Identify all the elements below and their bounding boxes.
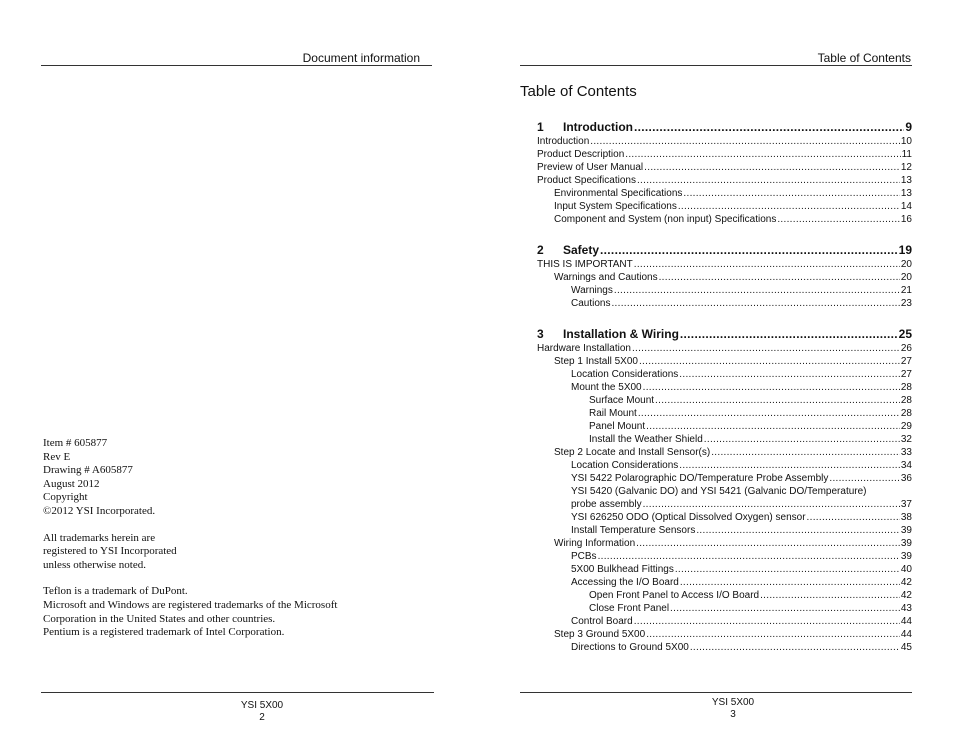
toc-entry-title: THIS IS IMPORTANT: [537, 259, 633, 270]
toc-page-number: 34: [900, 460, 912, 471]
toc-entry-title: Surface Mount: [589, 395, 655, 406]
toc-entry-title: YSI 5420 (Galvanic DO) and YSI 5421 (Galvanic DO/Temperature): [571, 486, 867, 497]
left-footer-product: YSI 5X00: [240, 700, 284, 711]
toc-page-number: 42: [900, 577, 912, 588]
toc-leader: [679, 459, 900, 472]
toc-page-number: 12: [900, 162, 912, 173]
toc-leader: [634, 119, 904, 135]
toc-entry[interactable]: [537, 381, 912, 394]
toc-entry-title: Directions to Ground 5X00: [571, 642, 689, 653]
right-header-rule: [520, 65, 912, 66]
toc-entry[interactable]: [537, 271, 912, 284]
toc-page-number: 39: [900, 525, 912, 536]
toc-entry[interactable]: [537, 641, 912, 654]
toc-leader: [670, 602, 900, 615]
toc-page-number: 27: [900, 369, 912, 380]
toc-page-number: 37: [900, 499, 912, 510]
toc-entry-title: Step 3 Ground 5X00: [554, 629, 646, 640]
toc-page-number: 39: [900, 538, 912, 549]
toc-entry-title: Step 1 Install 5X00: [554, 356, 638, 367]
toc-leader: [643, 498, 900, 511]
toc-entry[interactable]: [537, 524, 912, 537]
toc-entry-title: Cautions: [571, 298, 611, 309]
toc-chapter-label: Introduction: [563, 120, 633, 134]
toc-page-number: 14: [900, 201, 912, 212]
toc-entry-title: Install the Weather Shield: [589, 434, 703, 445]
imprint-line: Copyright: [43, 491, 88, 504]
toc-page-number: 20: [900, 272, 912, 283]
toc-entry[interactable]: [537, 537, 912, 550]
toc-entry[interactable]: [537, 297, 912, 310]
right-footer-rule: [520, 692, 912, 693]
toc-entry-title: Mount the 5X00: [571, 382, 642, 393]
toc-leader: [696, 524, 900, 537]
right-running-header: Table of Contents: [817, 51, 911, 65]
toc-leader: [704, 433, 900, 446]
toc-entry-title: Location Considerations: [571, 460, 679, 471]
toc-page-number: 43: [900, 603, 912, 614]
toc-entry-title: probe assembly: [571, 499, 642, 510]
toc-leader: [625, 148, 900, 161]
toc-entry-title: Preview of User Manual: [537, 162, 644, 173]
toc-leader: [829, 472, 900, 485]
toc-page-number: 44: [900, 629, 912, 640]
toc-entry-title: Component and System (non input) Specifications: [554, 214, 777, 225]
toc-chapter[interactable]: [537, 119, 912, 135]
toc-entry-title: YSI 5422 Polarographic DO/Temperature Probe Assembly: [571, 473, 829, 484]
imprint-line: registered to YSI Incorporated: [43, 545, 177, 558]
toc-entry[interactable]: [537, 394, 912, 407]
imprint-line: Item # 605877: [43, 437, 108, 449]
toc-entry[interactable]: [537, 148, 912, 161]
imprint-line: Teflon is a trademark of DuPont.: [43, 585, 188, 598]
toc-leader: [634, 258, 900, 271]
toc-leader: [777, 213, 900, 226]
toc-entry-title: Product Specifications: [537, 175, 636, 186]
toc-entry-title: Introduction: [537, 136, 590, 147]
toc-entry-title: Open Front Panel to Access I/O Board: [589, 590, 760, 601]
toc-chapter-number: 2: [537, 243, 544, 257]
toc-entry-title: Accessing the I/O Board: [571, 577, 679, 588]
toc-leader: [598, 550, 900, 563]
toc-page-number: 25: [898, 327, 912, 341]
toc-chapter-title: [537, 119, 633, 135]
toc-page-number: 29: [900, 421, 912, 432]
toc-entry-title: 5X00 Bulkhead Fittings: [571, 564, 674, 575]
left-page-number: 2: [259, 712, 265, 723]
toc-leader: [646, 628, 900, 641]
toc-entry-title: Control Board: [571, 616, 633, 627]
imprint-gap: [43, 519, 337, 532]
toc-page-number: 45: [900, 642, 912, 653]
toc-page-number: 9: [905, 120, 912, 134]
imprint-line: unless otherwise noted.: [43, 558, 146, 571]
toc-leader: [680, 326, 898, 342]
toc-page-number: 28: [900, 395, 912, 406]
toc-page-number: 20: [900, 259, 912, 270]
toc-chapter[interactable]: [537, 242, 912, 258]
toc-chapter[interactable]: [537, 326, 912, 342]
toc-page-number: 27: [900, 356, 912, 367]
toc-entry[interactable]: [537, 472, 912, 485]
toc-leader: [679, 368, 900, 381]
toc-leader: [614, 284, 900, 297]
toc-entry-title: Hardware Installation: [537, 343, 631, 354]
imprint-line: Corporation in the United States and other countries.: [43, 612, 276, 625]
toc-entry[interactable]: [537, 187, 912, 200]
right-page-number: 3: [730, 709, 736, 720]
toc-page-number: 33: [900, 447, 912, 458]
toc-entry[interactable]: [537, 258, 912, 271]
imprint-line: August 2012: [43, 477, 100, 490]
toc-page-number: 39: [900, 551, 912, 562]
toc-entry[interactable]: [537, 355, 912, 368]
toc-page-number: 13: [900, 175, 912, 186]
imprint-line: Pentium is a registered trademark of Intel Corporation.: [43, 626, 285, 639]
toc-page-number: 42: [900, 590, 912, 601]
toc-page-number: 40: [900, 564, 912, 575]
toc-entry[interactable]: [537, 174, 912, 187]
toc-entry-title: Environmental Specifications: [554, 188, 683, 199]
toc-page-number: 32: [900, 434, 912, 445]
toc-entry-title: Install Temperature Sensors: [571, 525, 696, 536]
right-footer: [696, 697, 770, 721]
right-footer-product: YSI 5X00: [711, 697, 755, 708]
toc-page-number: 28: [900, 408, 912, 419]
toc-title: Table of Contents: [520, 83, 637, 100]
toc-entry[interactable]: [537, 498, 912, 511]
imprint-line: All trademarks herein are: [43, 531, 156, 544]
toc-page-number: 26: [900, 343, 912, 354]
toc-spacer: [537, 310, 912, 326]
toc-leader: [637, 174, 900, 187]
toc-entry[interactable]: [537, 615, 912, 628]
toc-entry[interactable]: [537, 368, 912, 381]
imprint-line: ©2012 YSI Incorporated.: [43, 504, 156, 517]
toc-entry[interactable]: [537, 589, 912, 602]
toc-spacer: [537, 226, 912, 242]
toc-entry-title: Warnings: [571, 285, 613, 296]
toc-entry-title: Close Front Panel: [589, 603, 670, 614]
toc-entry[interactable]: [537, 420, 912, 433]
toc-page-number: 13: [900, 188, 912, 199]
toc-leader: [600, 242, 898, 258]
toc-entry[interactable]: [537, 213, 912, 226]
toc-page-number: 16: [900, 214, 912, 225]
toc-leader: [643, 381, 900, 394]
toc-entry[interactable]: [537, 550, 912, 563]
toc-entry-title: Warnings and Cautions: [554, 272, 658, 283]
toc-chapter-title: [537, 242, 599, 258]
toc-entry[interactable]: [537, 628, 912, 641]
imprint-line: Rev E: [43, 450, 71, 463]
toc-page-number: 11: [901, 149, 912, 160]
toc-leader: [675, 563, 900, 576]
toc-entry[interactable]: [537, 576, 912, 589]
toc-entry[interactable]: [537, 200, 912, 213]
toc-page-number: 28: [900, 382, 912, 393]
toc-leader: [634, 615, 900, 628]
toc-page-number: 38: [900, 512, 912, 523]
toc-entry-title: Wiring Information: [554, 538, 636, 549]
imprint-line: Drawing # A605877: [43, 464, 133, 477]
imprint-line: Microsoft and Windows are registered trademarks of the Microsoft: [43, 598, 338, 611]
toc-entry[interactable]: [537, 135, 912, 148]
imprint-block: [43, 437, 337, 640]
left-header-rule: [41, 65, 432, 66]
toc-page-number: 21: [900, 285, 912, 296]
left-footer: [225, 700, 299, 724]
toc-leader: [611, 297, 899, 310]
toc-entry-title: Location Considerations: [571, 369, 679, 380]
toc-entry-title: Product Description: [537, 149, 625, 160]
toc-leader: [655, 394, 900, 407]
toc-entry-title: Panel Mount: [589, 421, 646, 432]
toc-leader: [683, 187, 899, 200]
toc-leader: [680, 576, 900, 589]
toc-entry[interactable]: [537, 459, 912, 472]
toc-entry-title: Input System Specifications: [554, 201, 677, 212]
table-of-contents: [537, 119, 912, 654]
toc-chapter-label: Safety: [563, 243, 600, 257]
toc-page-number: 19: [898, 243, 912, 257]
toc-entry[interactable]: [537, 284, 912, 297]
toc-page-number: 10: [900, 136, 912, 147]
toc-leader: [760, 589, 900, 602]
toc-entry-title: Step 2 Locate and Install Sensor(s): [554, 447, 711, 458]
toc-leader: [644, 161, 900, 174]
toc-chapter-number: 1: [537, 120, 544, 134]
toc-entry[interactable]: [537, 433, 912, 446]
toc-leader: [636, 537, 900, 550]
right-page: [477, 0, 954, 738]
toc-entry[interactable]: [537, 446, 912, 459]
toc-leader: [807, 511, 900, 524]
toc-entry[interactable]: [537, 342, 912, 355]
imprint-gap: [43, 572, 337, 585]
toc-entry-continued[interactable]: [537, 485, 912, 498]
toc-entry[interactable]: [537, 161, 912, 174]
toc-entry-title: Rail Mount: [589, 408, 637, 419]
toc-leader: [646, 420, 900, 433]
toc-page-number: 36: [900, 473, 912, 484]
toc-page-number: 44: [900, 616, 912, 627]
toc-leader: [638, 407, 900, 420]
toc-entry[interactable]: [537, 511, 912, 524]
toc-leader: [590, 135, 900, 148]
toc-entry[interactable]: [537, 407, 912, 420]
toc-chapter-number: 3: [537, 327, 544, 341]
toc-entry-title: PCBs: [571, 551, 597, 562]
left-footer-rule: [41, 692, 434, 693]
toc-page-number: 23: [900, 298, 912, 309]
toc-leader: [659, 271, 900, 284]
toc-leader: [690, 641, 900, 654]
toc-leader: [678, 200, 900, 213]
toc-chapter-label: Installation & Wiring: [563, 327, 679, 341]
toc-leader: [639, 355, 900, 368]
toc-chapter-title: [537, 326, 679, 342]
toc-entry[interactable]: [537, 563, 912, 576]
toc-entry-title: YSI 626250 ODO (Optical Dissolved Oxygen) sensor: [571, 512, 806, 523]
toc-leader: [711, 446, 900, 459]
toc-leader: [632, 342, 900, 355]
left-running-header: Document information: [302, 51, 420, 65]
toc-entry[interactable]: [537, 602, 912, 615]
